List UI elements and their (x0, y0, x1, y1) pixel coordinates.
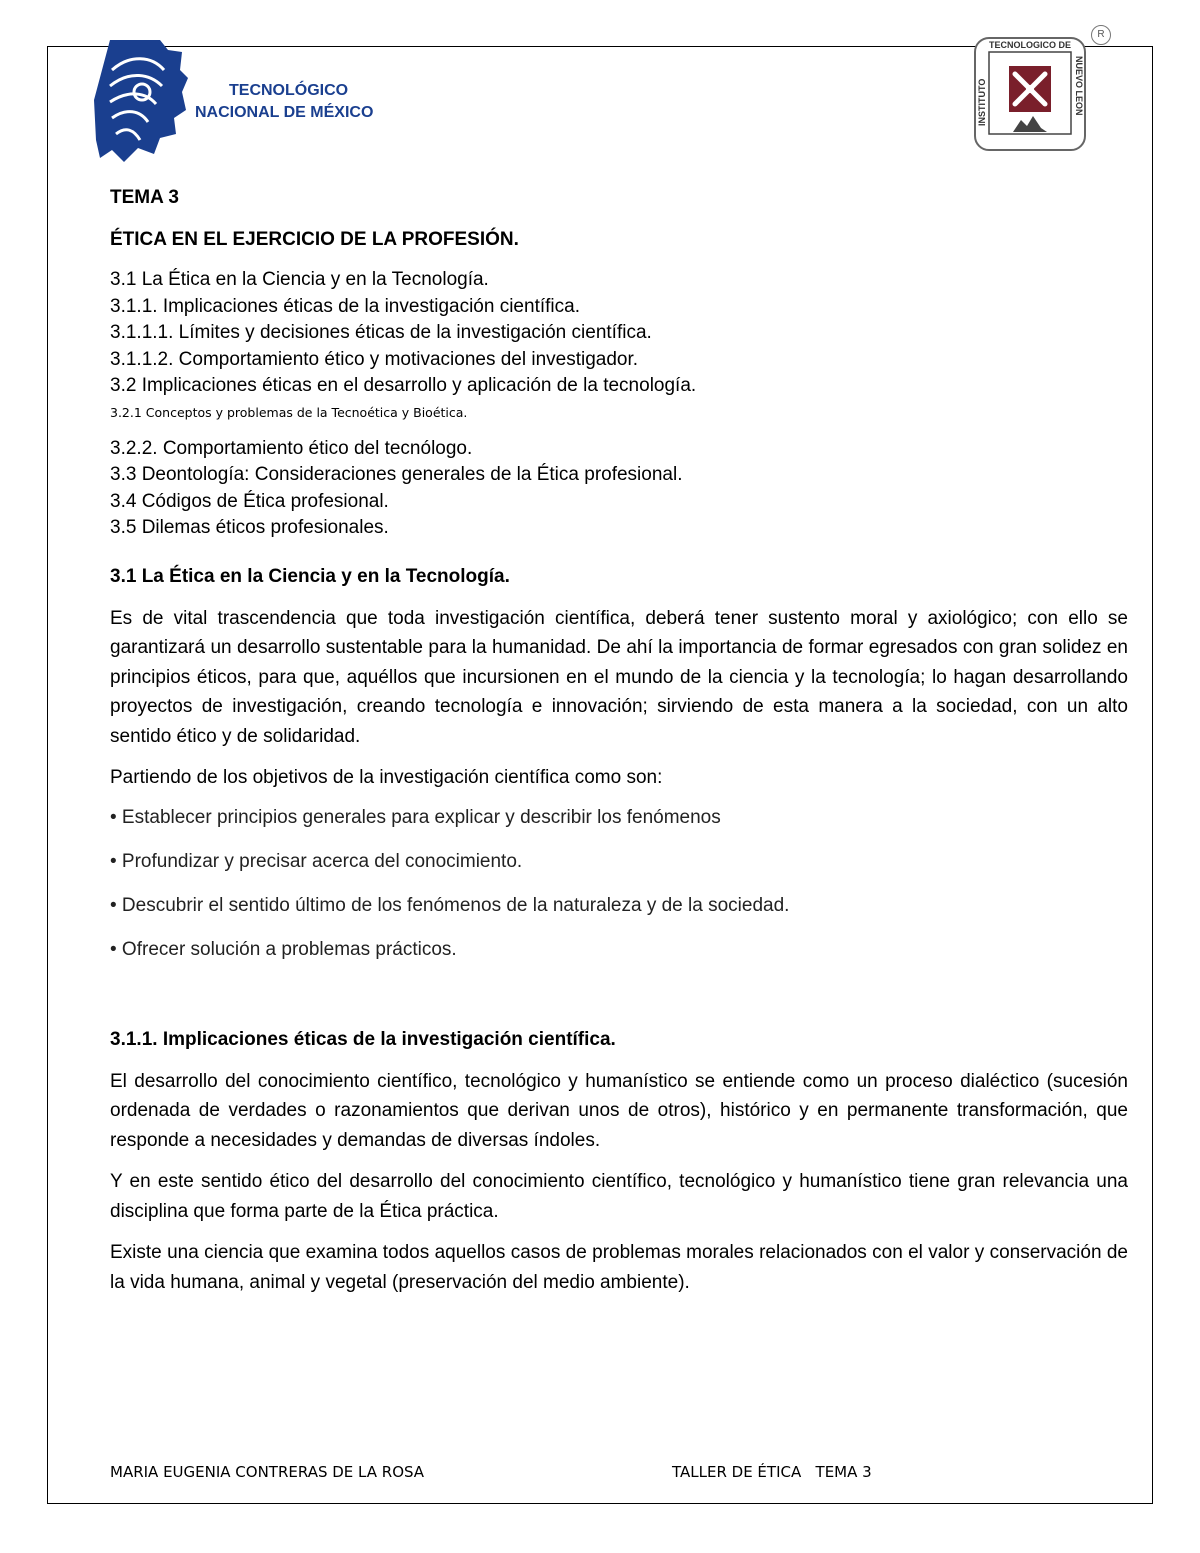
section-heading-3-1-1: 3.1.1. Implicaciones éticas de la investigación científica. (110, 1028, 616, 1050)
tecnm-logo-icon (90, 30, 190, 172)
toc-item: 3.2 Implicaciones éticas en el desarrollo y aplicación de la tecnología. (110, 375, 697, 396)
tema-label: TEMA 3 (110, 187, 179, 208)
logo-line-1: TECNOLÓGICO (229, 82, 349, 99)
seal-left-text: INSTITUTO (977, 78, 987, 126)
document-body (110, 185, 1128, 1297)
seal-right-text: NUEVO LEON (1074, 56, 1084, 116)
paragraph: El desarrollo del conocimiento científico, tecnológico y humanístico se entiende como un proceso dialéctico (sucesión ordenada de verdades o razonamientos que derivan unos de otros), histórico y en permanente transformación, que responde a necesidades y demandas de diversas índoles. (110, 1070, 1128, 1151)
paragraph: Es de vital trascendencia que toda investigación científica, deberá tener sustento moral y axiológico; con ello se garantizará un desarrollo sustentable para la humanidad. De ahí la importancia de formar egresados con gran solidez en principios éticos, para que, aquéllos que incursionen en el mundo de la ciencia y la tecnología; lo hagan desarrollando proyectos de investigación, creando tecnología e innovación; sirviendo de esta manera a la sociedad, con un alto sentido ético y de solidaridad. (110, 607, 1128, 747)
toc-item: 3.2.1 Conceptos y problemas de la Tecnoética y Bioética. (110, 404, 468, 420)
toc-item: 3.4 Códigos de Ética profesional. (110, 490, 389, 512)
list-item: • Profundizar y precisar acerca del conocimiento. (110, 850, 523, 872)
toc-item: 3.5 Dilemas éticos profesionales. (110, 517, 389, 538)
footer-course: TALLER DE ÉTICA TEMA 3 (672, 1463, 872, 1481)
objectives-list (110, 805, 1128, 963)
toc-item: 3.2.2. Comportamiento ético del tecnólogo. (110, 437, 473, 459)
list-item: • Establecer principios generales para explicar y describir los fenómenos (110, 806, 721, 828)
toc-item: 3.1.1.1. Límites y decisiones éticas de la investigación científica. (110, 322, 652, 343)
paragraph: Existe una ciencia que examina todos aquellos casos de problemas morales relacionados con el valor y conservación de la vida humana, animal y vegetal (preservación del medio ambiente). (110, 1242, 1128, 1293)
list-item: • Ofrecer solución a problemas prácticos. (110, 938, 457, 960)
tecnm-logo-text (195, 80, 373, 124)
toc-item: 3.1 La Ética en la Ciencia y en la Tecnología. (110, 269, 489, 290)
section-heading-3-1: 3.1 La Ética en la Ciencia y en la Tecnología. (110, 565, 510, 587)
toc-item: 3.1.1.2. Comportamiento ético y motivaciones del investigador. (110, 348, 639, 370)
seal-top-text: TECNOLOGICO DE (988, 40, 1072, 50)
toc-item: 3.3 Deontología: Consideraciones generales de la Ética profesional. (110, 464, 683, 485)
logo-line-2: NACIONAL DE MÉXICO (195, 104, 374, 121)
toc-item: 3.1.1. Implicaciones éticas de la investigación científica. (110, 295, 580, 317)
page-title: ÉTICA EN EL EJERCICIO DE LA PROFESIÓN. (110, 229, 519, 250)
footer-author: MARIA EUGENIA CONTRERAS DE LA ROSA (110, 1463, 425, 1481)
registered-mark-icon: R (1091, 25, 1111, 45)
table-of-contents (110, 267, 1128, 542)
paragraph: Y en este sentido ético del desarrollo del conocimiento científico, tecnológico y humanístico tiene gran relevancia una disciplina que forma parte de la Ética práctica. (110, 1171, 1128, 1222)
itnl-seal-icon (973, 36, 1087, 152)
list-item: • Descubrir el sentido último de los fenómenos de la naturaleza y de la sociedad. (110, 894, 790, 916)
paragraph: Partiendo de los objetivos de la investigación científica como son: (110, 767, 663, 788)
